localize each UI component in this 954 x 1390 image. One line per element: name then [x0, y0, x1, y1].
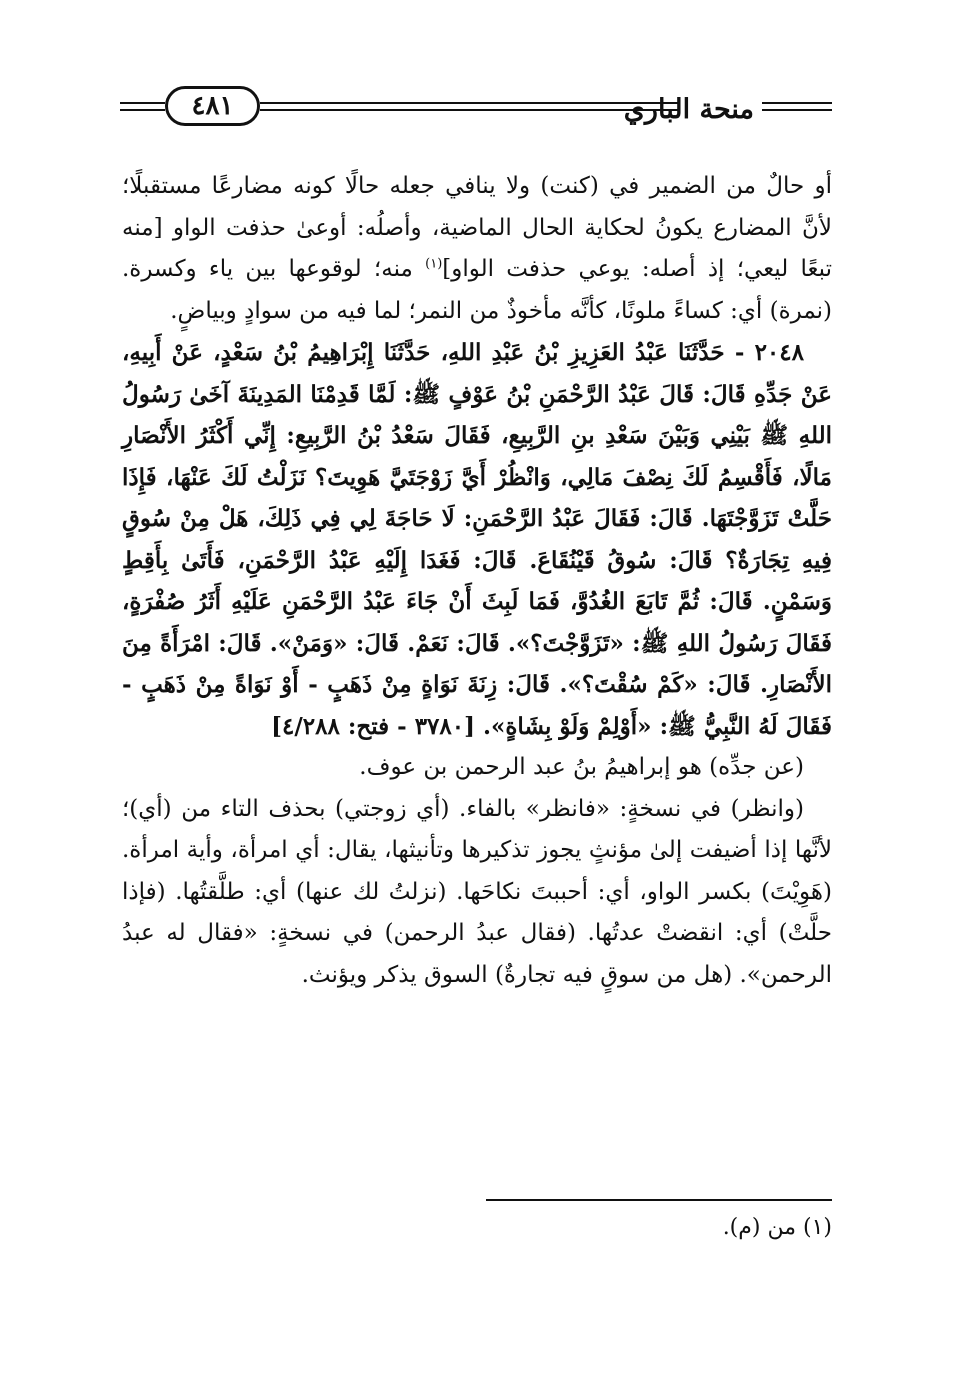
page-header: [120, 86, 832, 136]
footnote-reference: (١): [425, 256, 443, 272]
commentary-paragraph: (عن جدِّه) هو إبراهيمُ بنُ عبد الرحمن بن عوف.: [359, 754, 804, 780]
page-body: [122, 166, 832, 996]
hadith-text: ٢٠٤٨ - حَدَّثَنَا عَبْدُ العَزِيزِ بْنُ عَبْدِ اللهِ، حَدَّثَنَا إِبْرَاهِيمُ بْنُ سَعْدٍ، عَنْ أَبِيهِ، عَنْ جَدِّهِ قَالَ: قَالَ عَبْدُ الرَّحْمَنِ بْنُ عَوْفٍ ﷺ: لَمَّا قَدِمْنَا المَدِينَةَ آخَىٰ رَسُولُ اللهِ ﷺ بَيْنِي وَبَيْنَ سَعْدِ بنِ الرَّبِيعِ، فَقَالَ سَعْدُ بْنُ الرَّبِيعِ: إِنِّي أَكْثَرُ الأَنْصَارِ مَالًا، فَأَقْسِمُ لَكَ نِصْفَ مَالِي، وَانْظُرْ أَيَّ زَوْجَتَيَّ هَوِيتَ؟ نَزَلْتُ لَكَ عَنْهَا، فَإِذَا حَلَّتْ تَزَوَّجْتَهَا. قَالَ: فَقَالَ عَبْدُ الرَّحْمَنِ: لَا حَاجَةَ لِي فِي ذَلِكَ، هَلْ مِنْ سُوقٍ فِيهِ تِجَارَةٌ؟ قَالَ: سُوقُ قَيْنُقَاعَ. قَالَ: فَغَدَا إِلَيْهِ عَبْدُ الرَّحْمَنِ، فَأَتَىٰ بِأَقِطٍ وَسَمْنٍ. قَالَ: ثُمَّ تَابَعَ الغُدُوَّ، فَمَا لَبِثَ أَنْ جَاءَ عَبْدُ الرَّحْمَنِ عَلَيْهِ أَثَرُ صُفْرَةٍ، فَقَالَ رَسُولُ اللهِ ﷺ: «تَزَوَّجْتَ؟». قَالَ: نَعَمْ. قَالَ: «وَمَنْ». قَالَ: امْرَأَةً مِنَ الأَنْصَارِ. قَالَ: «كَمْ سُقْتَ؟». قَالَ: زِنَةَ نَوَاةٍ مِنْ ذَهَبٍ - أَوْ نَوَاةً مِنْ ذَهَبٍ - فَقَالَ لَهُ النَّبِيُّ ﷺ: «أَوْلِمْ وَلَوْ بِشَاةٍ». [٣٧٨٠ - فتح: ٤/٢٨٨]: [122, 339, 832, 740]
page-number: ٤٨١: [165, 86, 260, 126]
commentary-paragraph: أو حالٌ من الضمير في (كنت) ولا ينافي جعله حالًا كونه مضارعًا مستقبلًا؛ لأنَّ المضارع يكونُ لحكاية الحال الماضية، وأصلُه: أوعىٰ حذفت الواو [منه تبعًا ليعي؛ إذ أصله: يوعي حذفت الواو]$^{(١)}$ منه؛ لوقوعها بين ياء وكسرة. (نمرة) أي: كساءً ملونًا، كأنَّه مأخوذٌ من النمر؛ لما فيه من سوادٍ وبياضٍ.: [122, 173, 832, 324]
commentary-paragraph: (وانظر) في نسخةٍ: «فانظر» بالفاء. (أي زوجتي) بحذف التاء من (أي)؛ لأنَّها إذا أضيفت إلىٰ مؤنثٍ يجوز تذكيرها وتأنيثها، يقال: أي امرأة، وأية امرأة. (هَوِيْتَ) بكسر الواو، أي: أحببتَ نكاحَها. (نزلتُ لك عنها) أي: طلَّقتُها. (فإذا حلَّتْ) أي: انقضتْ عدتُها. (فقال عبدُ الرحمن) في نسخةٍ: «فقال له عبدُ الرحمن». (هل من سوقٍ فيه تجارةٌ) السوق يذكر ويؤنث.: [122, 795, 832, 988]
header-rule-left: [120, 102, 165, 112]
footnote: (١) من (م).: [722, 1215, 832, 1240]
header-rule-right: [762, 102, 832, 112]
header-rule-middle: [260, 102, 680, 112]
book-title: منحة الباري: [623, 94, 754, 125]
footnote-divider: [486, 1199, 832, 1201]
